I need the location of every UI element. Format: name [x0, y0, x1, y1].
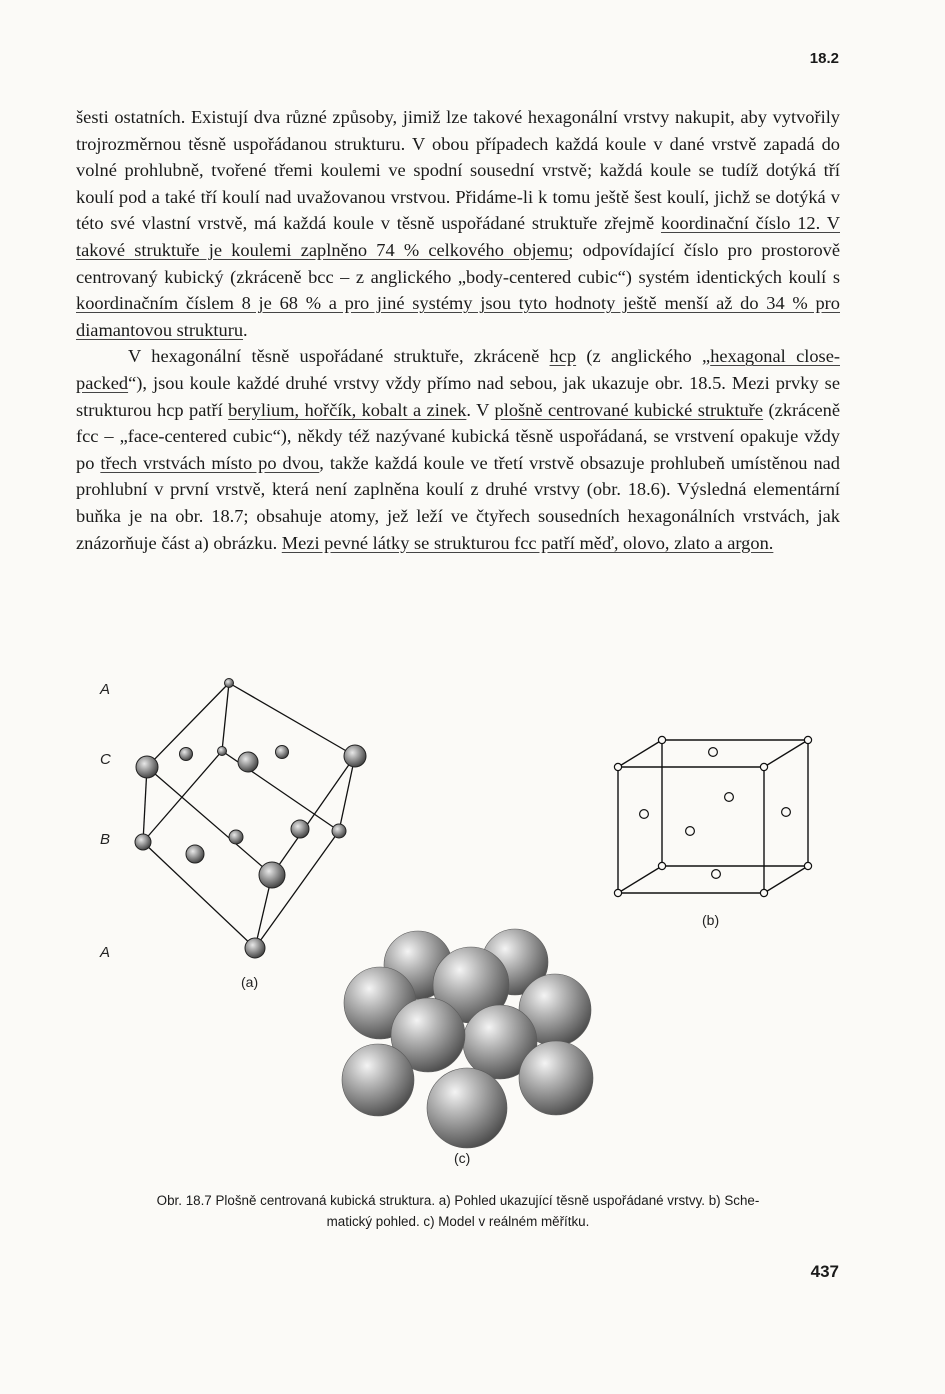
underlined-phrase: koordinačním číslem 8 je 68 % a pro jiné systémy jsou tyto hodnoty ještě menší až do 34 % pro diamantovou strukturu [76, 293, 840, 340]
underlined-phrase: hexagonal close-packed [76, 346, 840, 393]
page-number: 437 [810, 1262, 839, 1281]
figure-b-atoms [614, 736, 811, 896]
section-number: 18.2 [809, 50, 839, 67]
underlined-phrase: koordinační číslo 12. V takové struktuře je koulemi zaplněno 74 % celkového objemu [76, 213, 840, 260]
underlined-phrase: třech vrstvách místo po dvou [100, 452, 320, 473]
figure-c-model [342, 929, 593, 1148]
underlined-phrase: Mezi pevné látky se strukturou fcc patří měď, olovo, zlato a argon. [281, 532, 774, 553]
layer-label-c: C [100, 751, 111, 768]
underlined-phrase: plošně centrované kubické struktuře [494, 399, 764, 420]
paragraph-1: šesti ostatních. Existují dva různé způsoby, jimiž lze takové hexagonální vrstvy nakupit, aby vytvořily trojrozměrnou těsně uspořádanou strukturu. V obou případech každá koule v dané vrstvě zapadá do volné prohlubně, tvořené třemi koulemi ve spodní sousední vrstvě; každá koule se tudíž dotýká tří koulí pod a také tří koulí nad uvažovanou vrstvou. Přidáme-li k tomu ještě šest koulí, jichž se dotýká v této své vlastní vrstvě, má každá koule v těsně uspořádané struktuře zřejmě koordinační číslo 12. V takové struktuře je koulemi zaplněno 74 % celkového objemu; odpovídající číslo pro prostorově centrovaný kubický (zkráceně bcc – z anglického „body-centered cubic“) systém identických koulí s koordinačním číslem 8 je 68 % a pro jiné systémy jsou tyto hodnoty ještě menší až do 34 % pro diamantovou strukturu. [76, 107, 841, 340]
figure-label-a: (a) [241, 974, 259, 990]
underlined-phrase: hcp [549, 346, 577, 367]
caption-line-1: Obr. 18.7 Plošně centrovaná kubická struktura. a) Pohled ukazující těsně uspořádané vrstvy. b) Sche- [156, 1193, 760, 1208]
cell-atoms [135, 679, 366, 959]
paragraph-2: V hexagonální těsně uspořádané struktuře, zkráceně hcp (z anglického „hexagonal close-packed“), jsou koule každé druhé vrstvy vždy přímo nad sebou, jak ukazuje obr. 18.5. Mezi prvky se strukturou hcp patří berylium, hořčík, kobalt a zinek. V plošně centrované kubické struktuře (zkráceně fcc – „face-centered cubic“), někdy též nazývané kubická těsně uspořádaná, se vrstvení opakuje vždy po třech vrstvách místo po dvou, takže každá koule ve třetí vrstvě obsazuje prohlubeň umístěnou nad prohlubní v první vrstvě, která není zaplněna koulí z druhé vrstvy (obr. 18.6). Výsledná elementární buňka je na obr. 18.7; obsahuje atomy, jež leží ve čtyřech sousedních hexagonálních vrstvách, jak znázorňuje část a) obrázku. Mezi pevné látky se strukturou fcc patří měď, olovo, zlato a argon. [76, 346, 840, 553]
underlined-phrase: berylium, hořčík, kobalt a zinek [228, 399, 467, 420]
figure-label-b: (b) [702, 912, 720, 928]
cell-edges [143, 683, 355, 948]
layer-label-a-bottom: A [100, 944, 111, 961]
caption-line-2: matický pohled. c) Model v reálném měřítku. [326, 1214, 590, 1229]
layer-label-b: B [100, 831, 111, 848]
layer-label-a-top: A [100, 681, 111, 698]
figure-label-c: (c) [454, 1150, 471, 1166]
figure-caption [76, 1190, 840, 1232]
